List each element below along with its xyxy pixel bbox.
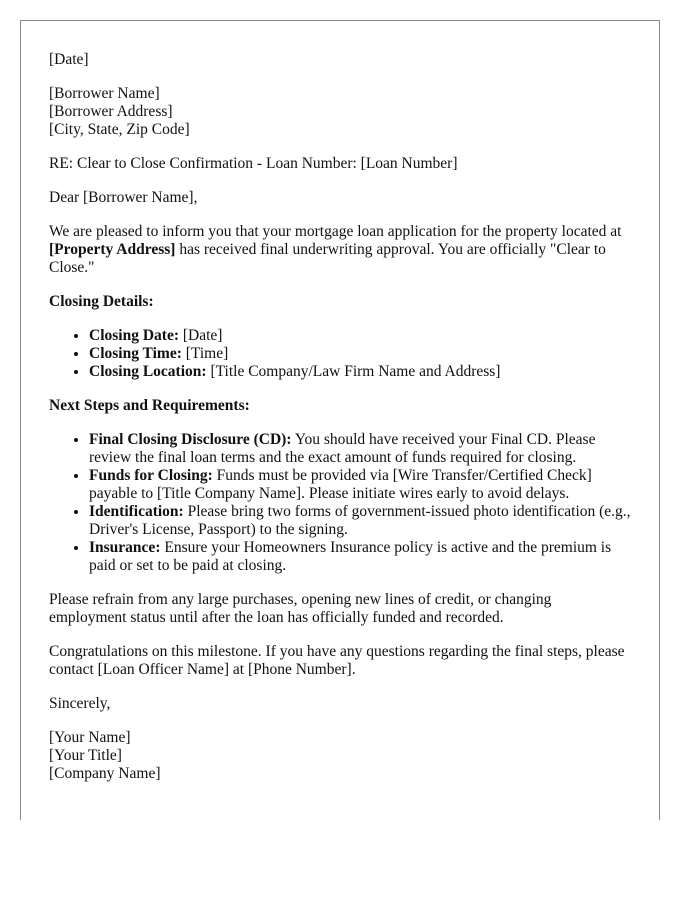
closing-time-value: [Time] (181, 345, 229, 362)
insurance-value: Ensure your Homeowners Insurance policy is active and the premium is paid or set to be paid at closing. (89, 539, 612, 574)
recipient-name: [Borrower Name] (49, 85, 160, 102)
intro-text-after: has received final underwriting approval. You are officially "Clear to Close." (49, 241, 606, 276)
recipient-address-block (49, 85, 631, 139)
insurance-label: Insurance: (89, 539, 161, 556)
final-cd-item (89, 431, 631, 467)
funds-for-closing-label: Funds for Closing: (89, 467, 213, 484)
closing-location-label: Closing Location: (89, 363, 207, 380)
intro-paragraph (49, 223, 631, 277)
insurance-item (89, 539, 631, 575)
re-line: RE: Clear to Close Confirmation - Loan Number: [Loan Number] (49, 155, 458, 172)
closing-details-title: Closing Details: (49, 293, 154, 310)
congrats-paragraph: Congratulations on this milestone. If you have any questions regarding the final steps, please contact [Loan Officer Name] at [Phone Number]. (49, 643, 625, 678)
sign-off: Sincerely, (49, 695, 111, 712)
intro-text-before: We are pleased to inform you that your mortgage loan application for the property located at (49, 223, 622, 240)
salutation: Dear [Borrower Name], (49, 189, 198, 206)
identification-item (89, 503, 631, 539)
closing-time-item (89, 345, 631, 363)
closing-time-label: Closing Time: (89, 345, 182, 362)
signer-name: [Your Name] (49, 729, 131, 746)
letter-date: [Date] (49, 51, 89, 68)
closing-date-item (89, 327, 631, 345)
closing-date-label: Closing Date: (89, 327, 179, 344)
property-address: [Property Address] (49, 241, 176, 258)
funds-for-closing-value: Funds must be provided via [Wire Transfer/Certified Check] payable to [Title Company Name]. Please initiate wires early to avoid delays. (89, 467, 592, 502)
closing-date-value: [Date] (178, 327, 223, 344)
next-steps-list (49, 431, 631, 575)
caution-paragraph: Please refrain from any large purchases, opening new lines of credit, or changing employment status until after the loan has officially funded and recorded. (49, 591, 552, 626)
recipient-city-state-zip: [City, State, Zip Code] (49, 121, 190, 138)
recipient-address: [Borrower Address] (49, 103, 173, 120)
signature-block (49, 729, 631, 783)
funds-for-closing-item (89, 467, 631, 503)
letter-page (20, 20, 660, 820)
identification-label: Identification: (89, 503, 184, 520)
closing-location-value: [Title Company/Law Firm Name and Address] (206, 363, 501, 380)
closing-details-list (49, 327, 631, 381)
identification-value: Please bring two forms of government-issued photo identification (e.g., Driver's License, Passport) to the signing. (89, 503, 631, 538)
signer-title: [Your Title] (49, 747, 122, 764)
signer-company: [Company Name] (49, 765, 161, 782)
final-cd-label: Final Closing Disclosure (CD): (89, 431, 292, 448)
final-cd-value: You should have received your Final CD. Please review the final loan terms and the exact amount of funds required for closing. (89, 431, 596, 466)
closing-location-item (89, 363, 631, 381)
next-steps-title: Next Steps and Requirements: (49, 397, 250, 414)
